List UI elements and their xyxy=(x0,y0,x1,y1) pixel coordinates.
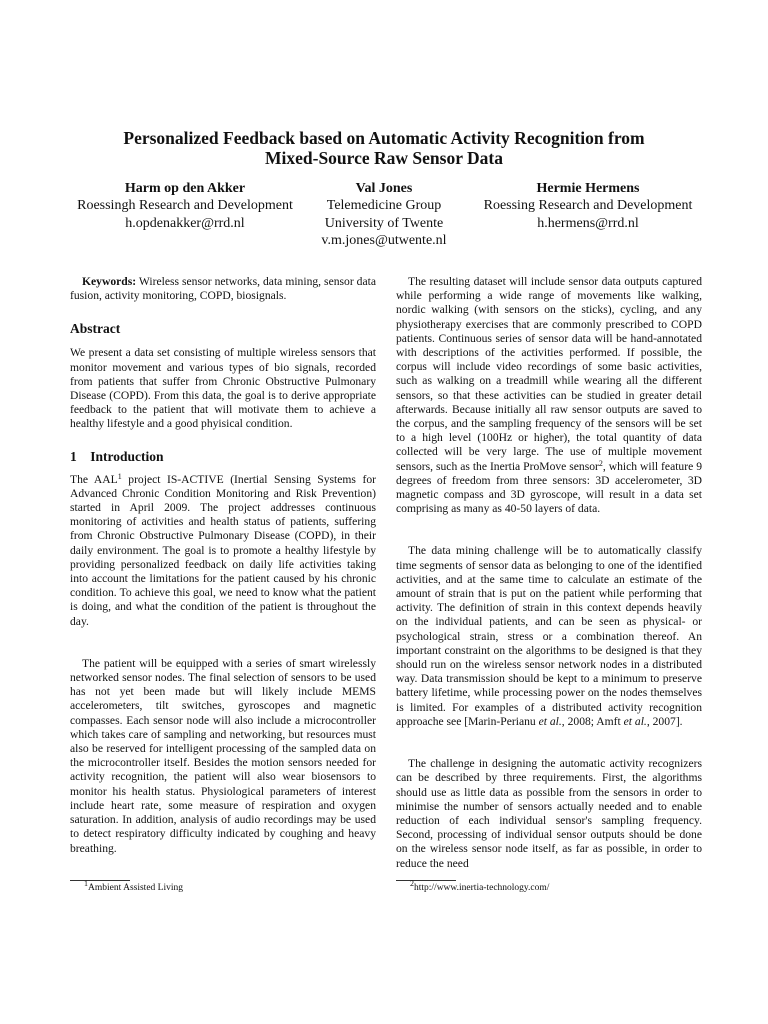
paper-title xyxy=(40,128,728,168)
footnote-marker: 1 xyxy=(117,471,122,481)
keywords-label: Keywords: xyxy=(82,275,137,288)
footnote-2: $^2$http://www.inertia-technology.com/ xyxy=(410,879,550,893)
right-column xyxy=(396,275,702,871)
intro-paragraph-1: The AAL$^1$ project IS-ACTIVE (Inertial Sensing Systems for Advanced Chronic Condition Monitoring and Risk Prevention) started in April 2009. The project addresses continuous monitoring of activities and health status of patients, suffering from Chronic Obstructive Pulmonary Disease (COPD), in their daily environment. The goal is to promote a healthy lifestyle by providing personalized feedback on daily life activities taking into account the limitations for the patient caused by his chronic condition. To achieve this goal, we need to know what the patient is doing, and what the condition of the patient is throughout the day. xyxy=(70,471,376,628)
author-email: h.opdenakker@rrd.nl xyxy=(125,215,245,231)
author-affiliation: University of Twente xyxy=(324,215,444,231)
author-affiliation: Roessingh Research and Development xyxy=(77,198,293,214)
footnote-rule xyxy=(396,880,456,881)
author-affiliation: Roessing Research and Development xyxy=(483,198,693,214)
author-block-1 xyxy=(60,180,310,232)
author-name: Harm op den Akker xyxy=(124,181,246,196)
author-email: v.m.jones@utwente.nl xyxy=(321,232,447,248)
left-column xyxy=(70,275,376,856)
author-affiliation: Telemedicine Group xyxy=(326,198,442,214)
right-paragraph-3: The challenge in designing the automatic activity recognizers can be described by three requirements. First, the algorithms should use as little data as possible from the sensors in order to minimise the number of sensors actually needed and to enable reduction of each individual sensor's sampling frequency. Second, processing of individual sensor outputs should be done on the wireless sensor node itself, as far as possible, in order to reduce the need xyxy=(396,757,702,870)
title-line-1: Personalized Feedback based on Automatic Activity Recognition from xyxy=(123,128,645,148)
abstract-heading: Abstract xyxy=(70,321,121,337)
footnote-1: $^1$Ambient Assisted Living xyxy=(84,879,183,893)
author-name: Val Jones xyxy=(355,181,413,196)
keywords-text: Wireless sensor networks, data mining, sensor data fusion, activity monitoring, COPD, biosignals. xyxy=(70,275,376,303)
footnote-rule xyxy=(70,880,130,881)
right-paragraph-2: The data mining challenge will be to automatically classify time segments of sensor data as belonging to one of the identified activities, and at the same time to calculate an estimate of the amount of strain that is put on the patient while performing that activity. The definition of strain in this context depends heavily on the individual patients, and can be seen as physical- or psychological strain, stress or a combination thereof. An important constraint on the algorithms to be designed is that they should run on the wireless sensor network nodes in a distributed way. Data transmission should be kept to a minimum to preserve battery lifetime, while processing power on the nodes themselves is limited. For examples of a distributed activity recognition approache see [Marin-Perianu et al., 2008; Amft et al., 2007]. xyxy=(396,544,702,728)
right-paragraph-1: The resulting dataset will include sensor data outputs captured while performing a wide range of movements like walking, nordic walking (with sensors on the sticks), cycling, and any physiotherapy exercises that are commonly prescribed to COPD patients. Continuous series of sensor data will be hand-annotated with descriptions of the activities performed. If possible, the corpus will include video recordings of some basic activities, such as walking on a treadmill while wearing all the different sensors, so that these activities can be studied in greater detail afterwards. Because initially all raw sensor outputs are saved to the corpus, and the sampling frequency of the sensors will be set to a high level (100Hz or higher), the total quantity of data collected will be very large. The use of multiple movement sensors, such as the Inertia ProMove sensor$^2$, which will feature 9 degrees of freedom from three sensors: 3D accelerometer, 3D magnetic compass and 3D gyroscope, will result in a data set comprising as many as 40-50 layers of data. xyxy=(396,275,702,516)
intro-paragraph-2: The patient will be equipped with a series of smart wirelessly networked sensor nodes. The final selection of sensors to be used has not yet been made but will likely include MEMS accelerometers, tilt switches, gyroscopes and magnetic compasses. Each sensor node will also include a microcontroller which takes care of sampling and networking, but resources must also be reserved for intelligent processing of the sampled data on the microcontroller itself. Besides the motion sensors needed for activity recognition, the patient will also wear biosensors to monitor his health status. Physiological parameters of interest include heart rate, some measure of respiration and oxygen saturation. In addition, analysis of audio recordings may be used to detect respiratory difficulty indicated by coughing and heavy breathing. xyxy=(70,656,376,855)
author-block-3 xyxy=(458,180,718,232)
author-email: h.hermens@rrd.nl xyxy=(537,215,639,231)
author-name: Hermie Hermens xyxy=(536,181,640,196)
abstract-text: We present a data set consisting of multiple wireless sensors that monitor movement and various types of bio signals, recorded from patients that suffer from Chronic Obstructive Pulmonary Disease (COPD). From this data, the goal is to derive appropriate feedback to the patient that will motivate them to achieve a healthy lifestyle and a good phyisical condition. xyxy=(70,346,376,431)
keywords xyxy=(70,275,376,303)
footnote-marker: 2 xyxy=(598,458,603,468)
author-block-2 xyxy=(284,180,484,249)
title-line-2: Mixed-Source Raw Sensor Data xyxy=(264,148,504,168)
section-heading-introduction: 1 Introduction xyxy=(70,448,164,464)
